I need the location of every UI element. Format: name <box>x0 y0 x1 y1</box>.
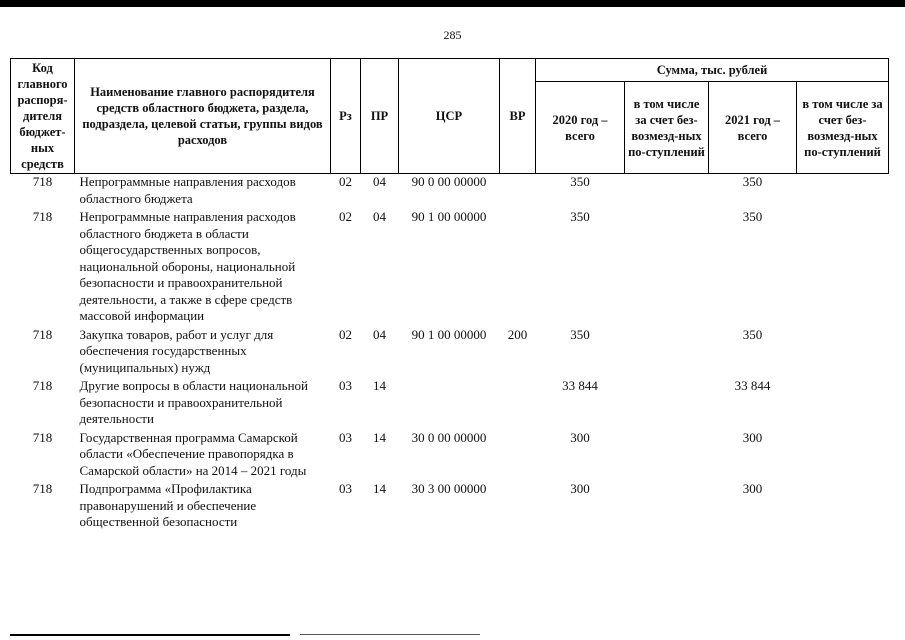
cell-2020-free <box>625 430 709 482</box>
table-row <box>11 481 889 533</box>
cell-vr <box>500 430 536 482</box>
cell-code: 718 <box>32 378 53 393</box>
cell-name: Непрограммные направления расходов областного бюджета в области общегосударственных вопросов, национальной обороны, национальной безопасности и правоохранительной деятельности, а также в сфере средств массовой информации <box>79 209 296 323</box>
top-border <box>0 0 905 7</box>
cell-name: Государственная программа Самарской области «Обеспечение правопорядка в Самарской области» на 2014 – 2021 годы <box>79 429 307 478</box>
cell-pr: 04 <box>373 326 386 342</box>
cell-code: 718 <box>32 326 53 342</box>
cell-code: 718 <box>32 481 53 496</box>
cell-rz: 03 <box>339 378 352 393</box>
cell-2021: 33 844 <box>734 378 771 393</box>
cell-vr <box>500 481 536 533</box>
cell-code: 718 <box>32 209 53 224</box>
cell-rz: 02 <box>339 174 352 189</box>
header-2020-free: в том числе за счет без-возмезд-ных по-ступлений <box>625 82 709 174</box>
table-row <box>11 327 889 379</box>
table-header <box>11 59 889 174</box>
cell-vr: 200 <box>507 326 528 342</box>
table-row <box>11 174 889 210</box>
header-name: Наименование главного распорядителя средств областного бюджета, раздела, подраздела, целевой статьи, группы видов расходов <box>75 59 331 174</box>
cell-2021-free <box>797 174 889 210</box>
cell-vr <box>500 378 536 430</box>
cell-name: Подпрограмма «Профилактика правонарушений и обеспечение общественной безопасности <box>79 481 257 529</box>
header-code: Код главного распоря-дителя бюджет-ных средств <box>11 59 75 174</box>
cell-2020-free <box>625 174 709 210</box>
cell-2021: 300 <box>742 429 763 445</box>
cell-csr: 90 0 00 00000 <box>411 174 487 189</box>
cell-code: 718 <box>32 429 53 445</box>
cell-rz: 02 <box>339 209 352 224</box>
table-row <box>11 430 889 482</box>
table-body <box>11 174 889 533</box>
cell-csr: 90 1 00 00000 <box>411 209 487 224</box>
cell-name: Закупка товаров, работ и услуг для обеспечения государственных (муниципальных) нужд <box>79 326 274 375</box>
cell-rz: 02 <box>339 326 352 342</box>
cell-2021-free <box>797 430 889 482</box>
cell-pr: 14 <box>373 378 386 393</box>
cell-2021: 350 <box>742 174 763 189</box>
cell-2021: 350 <box>742 209 763 224</box>
cell-csr: 90 1 00 00000 <box>411 326 487 342</box>
header-2020-total: 2020 год – всего <box>536 82 625 174</box>
table-row <box>11 209 889 327</box>
header-vr: ВР <box>500 59 536 174</box>
cell-2020: 33 844 <box>562 378 598 393</box>
cell-2020: 350 <box>570 326 590 342</box>
cell-2020-free <box>625 209 709 327</box>
cell-2020: 350 <box>570 209 590 224</box>
cell-name: Другие вопросы в области национальной безопасности и правоохранительной деятельности <box>79 378 308 426</box>
cell-rz: 03 <box>339 429 352 445</box>
page-number: 285 <box>443 28 462 42</box>
cell-2020: 300 <box>570 481 590 496</box>
cell-vr <box>500 174 536 210</box>
header-2021-total: 2021 год – всего <box>709 82 797 174</box>
header-2021-free: в том числе за счет без-возмезд-ных по-ступлений <box>797 82 889 174</box>
cell-2020-free <box>625 481 709 533</box>
cell-2021-free <box>797 327 889 379</box>
budget-table <box>10 58 889 533</box>
header-sum-group: Сумма, тыс. рублей <box>536 59 889 82</box>
cell-vr <box>500 209 536 327</box>
cell-2020: 300 <box>570 429 590 445</box>
bottom-rule-left <box>10 634 290 636</box>
cell-pr: 14 <box>373 481 386 496</box>
header-csr: ЦСР <box>399 59 500 174</box>
cell-2020-free <box>625 327 709 379</box>
cell-2021: 300 <box>742 481 763 496</box>
cell-pr: 04 <box>373 209 386 224</box>
cell-rz: 03 <box>339 481 352 496</box>
cell-2020: 350 <box>570 174 590 189</box>
cell-csr <box>399 378 500 430</box>
header-rz: Рз <box>331 59 361 174</box>
cell-csr: 30 0 00 00000 <box>411 429 487 445</box>
header-pr: ПР <box>361 59 399 174</box>
cell-2021: 350 <box>742 326 763 342</box>
cell-2020-free <box>625 378 709 430</box>
bottom-rule-right <box>300 634 480 635</box>
cell-2021-free <box>797 378 889 430</box>
cell-2021-free <box>797 209 889 327</box>
cell-pr: 04 <box>373 174 386 189</box>
cell-csr: 30 3 00 00000 <box>411 481 487 496</box>
cell-code: 718 <box>32 174 53 189</box>
cell-2021-free <box>797 481 889 533</box>
table-row <box>11 378 889 430</box>
cell-pr: 14 <box>373 429 386 445</box>
cell-name: Непрограммные направления расходов областного бюджета <box>79 174 296 206</box>
